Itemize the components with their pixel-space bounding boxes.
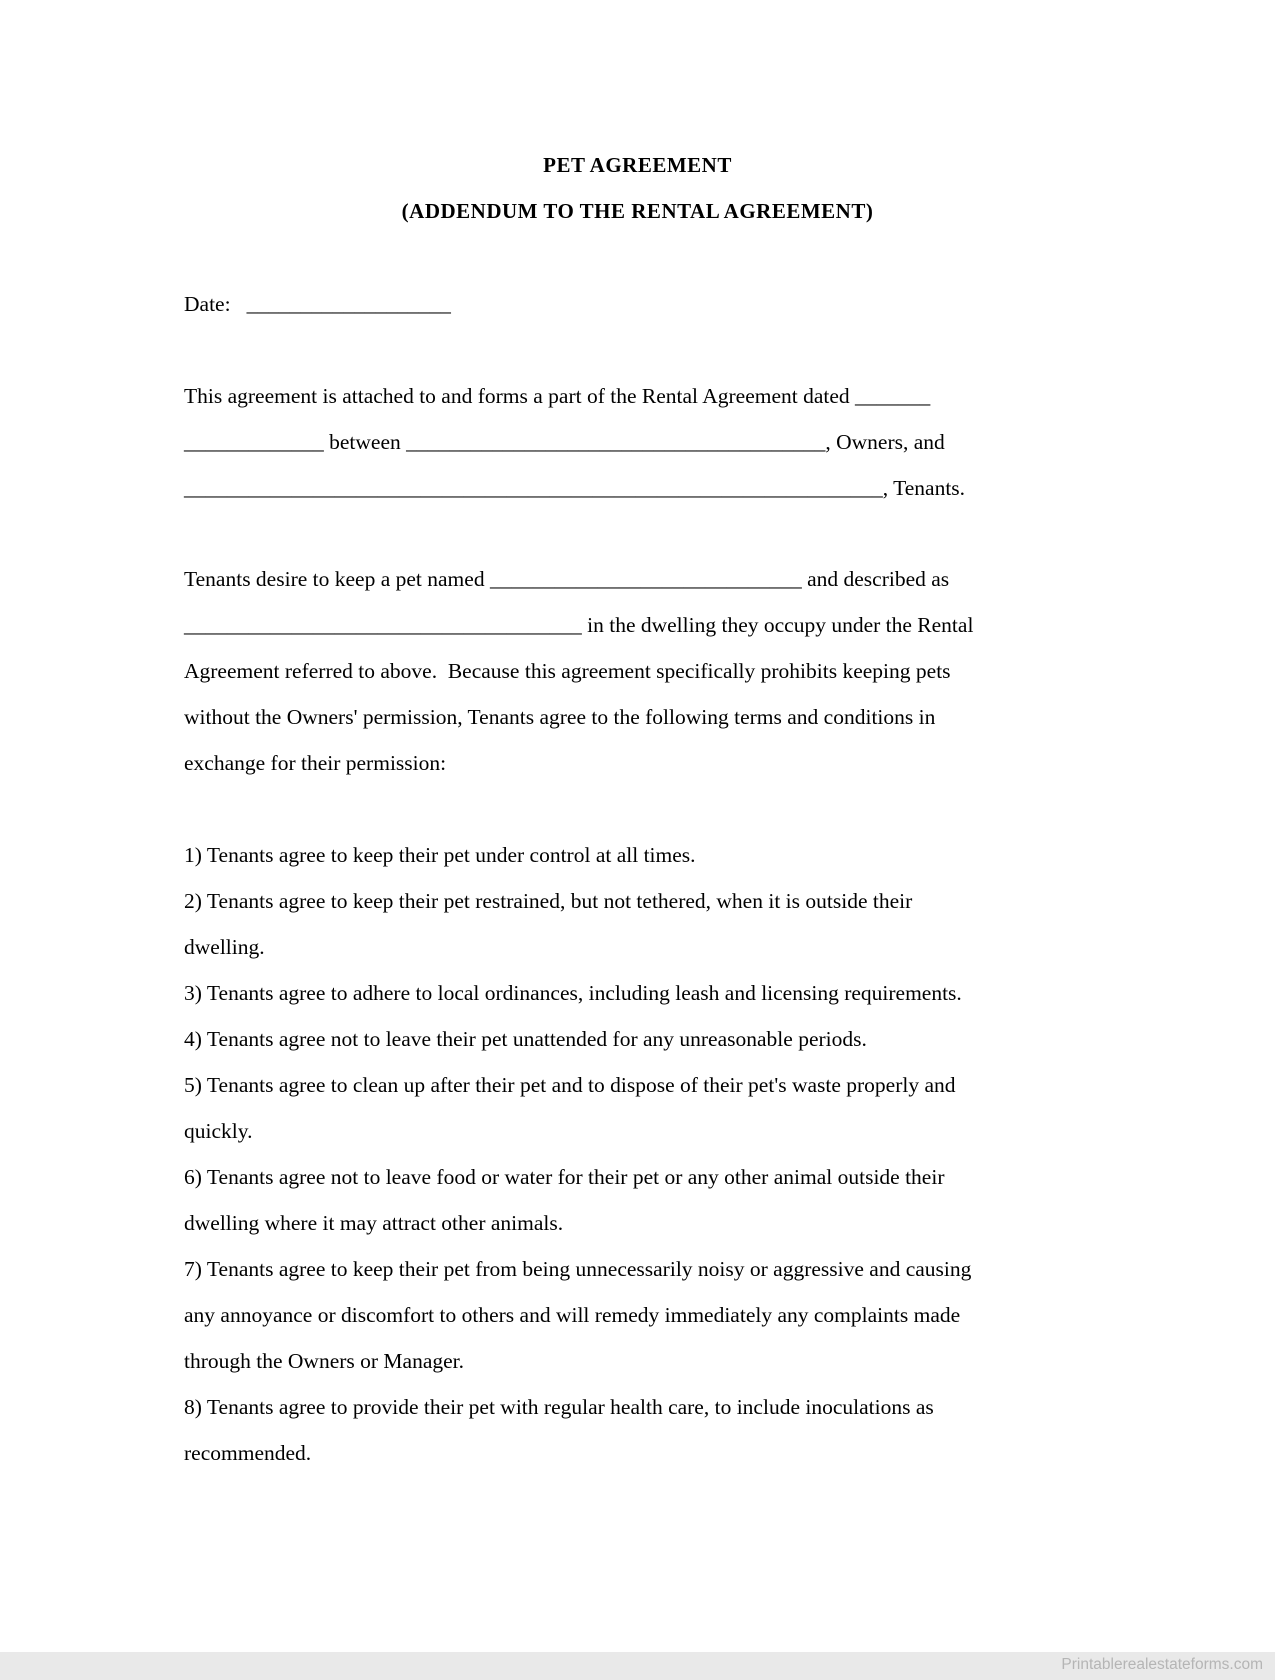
date-field-line: Date: ___________________ <box>184 292 451 316</box>
term-line: 6) Tenants agree not to leave food or water for their pet or any other animal outside their <box>184 1165 945 1189</box>
footer-site-link[interactable]: Printablerealestateforms.com <box>1061 1656 1263 1673</box>
term-line: recommended. <box>184 1441 312 1465</box>
paragraph-line: exchange for their permission: <box>184 751 447 775</box>
paragraph-line: _________________________________________________________________, Tenants. <box>184 476 966 500</box>
term-line: 7) Tenants agree to keep their pet from being unnecessarily noisy or aggressive and causing <box>184 1257 972 1281</box>
paragraph-line: Tenants desire to keep a pet named _____________________________ and described as <box>184 567 950 591</box>
term-line: quickly. <box>184 1119 253 1143</box>
term-line: through the Owners or Manager. <box>184 1349 465 1373</box>
term-line: dwelling where it may attract other animals. <box>184 1211 564 1235</box>
term-line: dwelling. <box>184 935 265 959</box>
term-line: 4) Tenants agree not to leave their pet unattended for any unreasonable periods. <box>184 1027 867 1051</box>
term-line: 5) Tenants agree to clean up after their pet and to dispose of their pet's waste properly and <box>184 1073 956 1097</box>
paragraph-line: This agreement is attached to and forms a part of the Rental Agreement dated _______ <box>184 384 931 408</box>
term-line: 8) Tenants agree to provide their pet with regular health care, to include inoculations as <box>184 1395 934 1419</box>
term-line: 2) Tenants agree to keep their pet restrained, but not tethered, when it is outside their <box>184 889 913 913</box>
document-subtitle: (ADDENDUM TO THE RENTAL AGREEMENT) <box>401 199 874 223</box>
paragraph-line: without the Owners' permission, Tenants agree to the following terms and conditions in <box>184 705 936 729</box>
paragraph-line: _____________ between _______________________________________, Owners, and <box>184 430 945 454</box>
term-line: 1) Tenants agree to keep their pet under control at all times. <box>184 843 696 867</box>
paragraph-line: _____________________________________ in the dwelling they occupy under the Rental <box>184 613 974 637</box>
term-line: any annoyance or discomfort to others and will remedy immediately any complaints made <box>184 1303 961 1327</box>
paragraph-line: Agreement referred to above. Because this agreement specifically prohibits keeping pets <box>184 659 951 683</box>
term-line: 3) Tenants agree to adhere to local ordinances, including leash and licensing requirements. <box>184 981 962 1005</box>
document-title: PET AGREEMENT <box>543 153 732 177</box>
